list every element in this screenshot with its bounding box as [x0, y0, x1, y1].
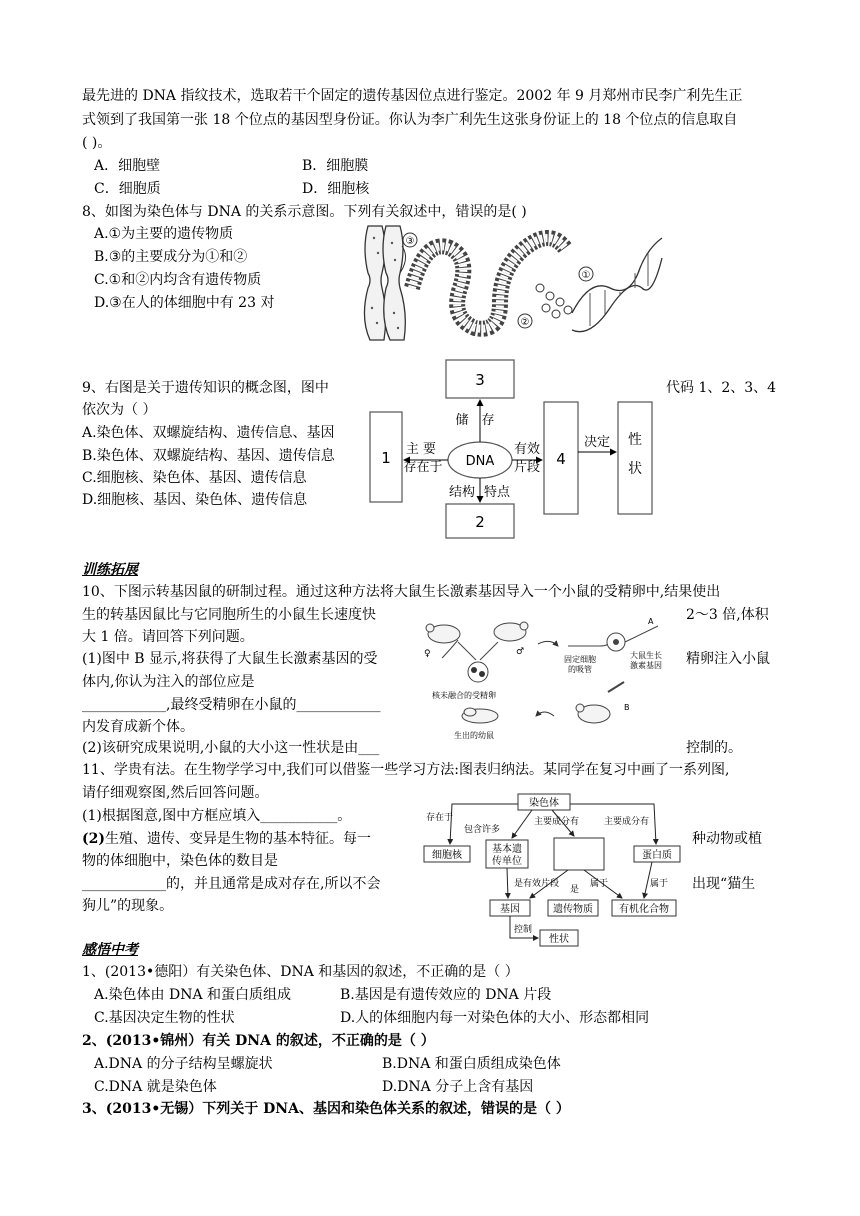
fig-label-1: ①: [581, 270, 591, 281]
exam1-stem: 1、(2013•德阳）有关染色体、DNA 和基因的叙述，不正确的是（ ）: [82, 964, 519, 980]
exam1-option-b: B.基因是有遗传效应的 DNA 片段: [340, 987, 552, 1003]
svg-text:储: 储: [455, 413, 469, 428]
svg-text:特点: 特点: [483, 485, 511, 500]
q11-line-4-right: 种动物或植: [692, 831, 762, 847]
svg-text:♀: ♀: [424, 649, 431, 659]
exam2-option-c: C.DNA 就是染色体: [94, 1079, 217, 1095]
exam2-stem: 2、(2013•锦州）有关 DNA 的叙述，不正确的是（ ）: [82, 1033, 435, 1049]
q9-option-c: C.细胞核、染色体、基因、遗传信息: [82, 470, 307, 486]
svg-text:主 要: 主 要: [405, 442, 437, 457]
exam1-option-a: A.染色体由 DNA 和蛋白质组成: [94, 987, 292, 1003]
q9-stem-line2: 依次为（ ）: [82, 402, 157, 418]
svg-text:主要成分有: 主要成分有: [534, 817, 580, 827]
q11-line-4-text: 生殖、遗传、变异是生物的基本特征。每一: [105, 831, 371, 847]
q11-line-5: 物的体细胞中，染色体的数目是: [82, 853, 278, 869]
q7-option-a: A．细胞壁: [94, 158, 161, 174]
svg-text:A: A: [648, 617, 654, 626]
q10-line-7: 内发育成新个体。: [82, 719, 194, 735]
transgenic-mouse-figure: [418, 612, 684, 744]
q10-line-8-right: 控制的。: [686, 740, 742, 756]
svg-text:存: 存: [481, 413, 495, 428]
exam3-stem: 3、(2013•无锡）下列关于 DNA、基因和染色体关系的叙述，错误的是（ ）: [82, 1101, 570, 1117]
svg-text:属于: 属于: [650, 879, 669, 889]
svg-text:属于: 属于: [590, 879, 609, 889]
svg-text:是有效片段: 是有效片段: [514, 879, 560, 889]
chromosome-concept-figure: [422, 792, 692, 950]
q8-option-c: C.①和②内均含有遗传物质: [94, 272, 262, 288]
svg-text:染色体: 染色体: [529, 798, 559, 809]
svg-text:♂: ♂: [516, 647, 525, 657]
genetics-concept-map: [366, 356, 670, 542]
q9-option-b: B.染色体、双螺旋结构、基因、遗传信息: [82, 448, 335, 464]
q9-stem-left: 9、右图是关于遗传知识的概念图，图中: [82, 380, 329, 396]
q7-line-1: 最先进的 DNA 指纹技术，选取若干个固定的遗传基因位点进行鉴定。2002 年 9 月郑州市民李广利先生正: [82, 88, 743, 104]
svg-text:基本遗: 基本遗: [492, 844, 522, 855]
trait-box: [618, 402, 652, 514]
svg-text:DNA: DNA: [465, 454, 495, 469]
q11-part2-marker: (2): [82, 831, 105, 847]
section-exam-heading: 感悟中考: [82, 942, 138, 958]
svg-text:结构: 结构: [448, 485, 476, 500]
q7-line-3: ( )。: [82, 135, 112, 151]
q11-line-1: 11、学贵有法。在生物学学习中,我们可以借鉴一些学习方法:图表归纳法。某同学在复习中画了一系列图,: [82, 762, 730, 778]
svg-text:是: 是: [570, 885, 580, 895]
svg-text:状: 状: [628, 461, 642, 477]
q10-line-2-right: 2～3 倍,体积: [686, 607, 769, 623]
svg-text:大鼠生长: 大鼠生长: [630, 651, 662, 660]
svg-text:B: B: [624, 703, 630, 712]
exam2-option-a: A.DNA 的分子结构呈螺旋状: [94, 1056, 273, 1072]
svg-text:有机化合物: 有机化合物: [619, 904, 669, 915]
svg-text:传单位: 传单位: [492, 856, 522, 867]
q11-line-6-right: 出现“猫生: [692, 876, 756, 892]
svg-text:4: 4: [556, 450, 566, 468]
svg-text:有效: 有效: [513, 442, 541, 457]
svg-text:存在于: 存在于: [403, 460, 443, 475]
q11-line-3: (1)根据图意,图中方框应填入___________。: [82, 808, 352, 824]
exam2-option-b: B.DNA 和蛋白质组成染色体: [382, 1056, 561, 1072]
svg-text:核未融合的受精卵: 核未融合的受精卵: [432, 691, 496, 700]
svg-text:决定: 决定: [583, 435, 611, 450]
blank-answer-box: [554, 838, 604, 870]
svg-text:1: 1: [381, 449, 391, 467]
q10-line-2-left: 生的转基因鼠比与它同胞所生的小鼠生长速度快: [82, 607, 376, 623]
q8-option-a: A.①为主要的遗传物质: [94, 226, 234, 242]
svg-text:细胞核: 细胞核: [432, 850, 462, 861]
svg-text:生出的幼鼠: 生出的幼鼠: [454, 731, 494, 740]
q11-line-4: [82, 829, 371, 849]
svg-text:激素基因: 激素基因: [630, 661, 662, 670]
svg-text:包含许多: 包含许多: [464, 825, 501, 835]
svg-text:性状: 性状: [549, 934, 569, 945]
q8-stem: 8、如图为染色体与 DNA 的关系示意图。下列有关叙述中，错误的是( ): [82, 204, 527, 220]
q9-option-a: A.染色体、双螺旋结构、遗传信息、基因: [82, 425, 335, 441]
q10-line-8-left: (2)该研究成果说明,小鼠的大小这一性状是由___: [82, 740, 380, 756]
fig-label-3: ③: [405, 236, 415, 247]
section-training-heading: 训练拓展: [82, 562, 138, 578]
svg-text:3: 3: [475, 371, 485, 389]
exam2-option-d: D.DNA 分子上含有基因: [382, 1079, 534, 1095]
q10-line-3: 大 1 倍。请回答下列问题。: [82, 629, 254, 645]
q7-option-d: D．细胞核: [302, 181, 370, 197]
q8-option-d: D.③在人的体细胞中有 23 对: [94, 295, 275, 311]
fig-label-2: ②: [520, 317, 530, 328]
q7-line-2: 式领到了我国第一张 18 个位点的基因型身份证。你认为李广利先生这张身份证上的 18 个位点的信息取自: [82, 112, 738, 128]
q11-line-2: 请仔细观察图,然后回答问题。: [82, 785, 269, 801]
q9-stem-right: 代码 1、2、3、4: [666, 380, 777, 396]
svg-text:主要成分有: 主要成分有: [604, 817, 650, 827]
svg-text:2: 2: [475, 513, 485, 531]
q9-option-d: D.细胞核、基因、染色体、遗传信息: [82, 492, 308, 508]
q11-line-7: 狗儿”的现象。: [82, 898, 174, 914]
q10-line-4-right: 精卵注入小鼠: [686, 651, 770, 667]
q10-line-6: ____________,最终受精卵在小鼠的____________: [82, 697, 381, 713]
q7-option-b: B．细胞膜: [302, 158, 369, 174]
svg-text:遗传物质: 遗传物质: [553, 904, 593, 915]
q10-line-4-left: (1)图中 B 显示,将获得了大鼠生长激素基因的受: [82, 651, 378, 667]
exam1-option-d: D.人的体细胞内每一对染色体的大小、形态都相同: [340, 1010, 650, 1026]
svg-text:基因: 基因: [500, 904, 520, 915]
svg-text:蛋白质: 蛋白质: [642, 850, 672, 861]
svg-text:控制: 控制: [514, 925, 533, 935]
q11-line-6-left: ____________的，并且通常是成对存在,所以不会: [82, 876, 381, 892]
svg-text:性: 性: [628, 432, 642, 448]
chromosome-dna-figure: [350, 218, 668, 348]
q10-line-1: 10、下图示转基因鼠的研制过程。通过这种方法将大鼠生长激素基因导入一个小鼠的受精卵中,结果使出: [82, 584, 721, 600]
q10-line-5: 体内,你认为注入的部位应是: [82, 674, 255, 690]
svg-text:的吸管: 的吸管: [568, 665, 592, 674]
q7-option-c: C．细胞质: [94, 181, 161, 197]
exam1-option-c: C.基因决定生物的性状: [94, 1010, 235, 1026]
svg-text:存在于: 存在于: [426, 813, 454, 823]
q8-option-b: B.③的主要成分为①和②: [94, 249, 248, 265]
svg-text:片段: 片段: [513, 460, 541, 475]
svg-text:固定细胞: 固定细胞: [564, 655, 596, 664]
